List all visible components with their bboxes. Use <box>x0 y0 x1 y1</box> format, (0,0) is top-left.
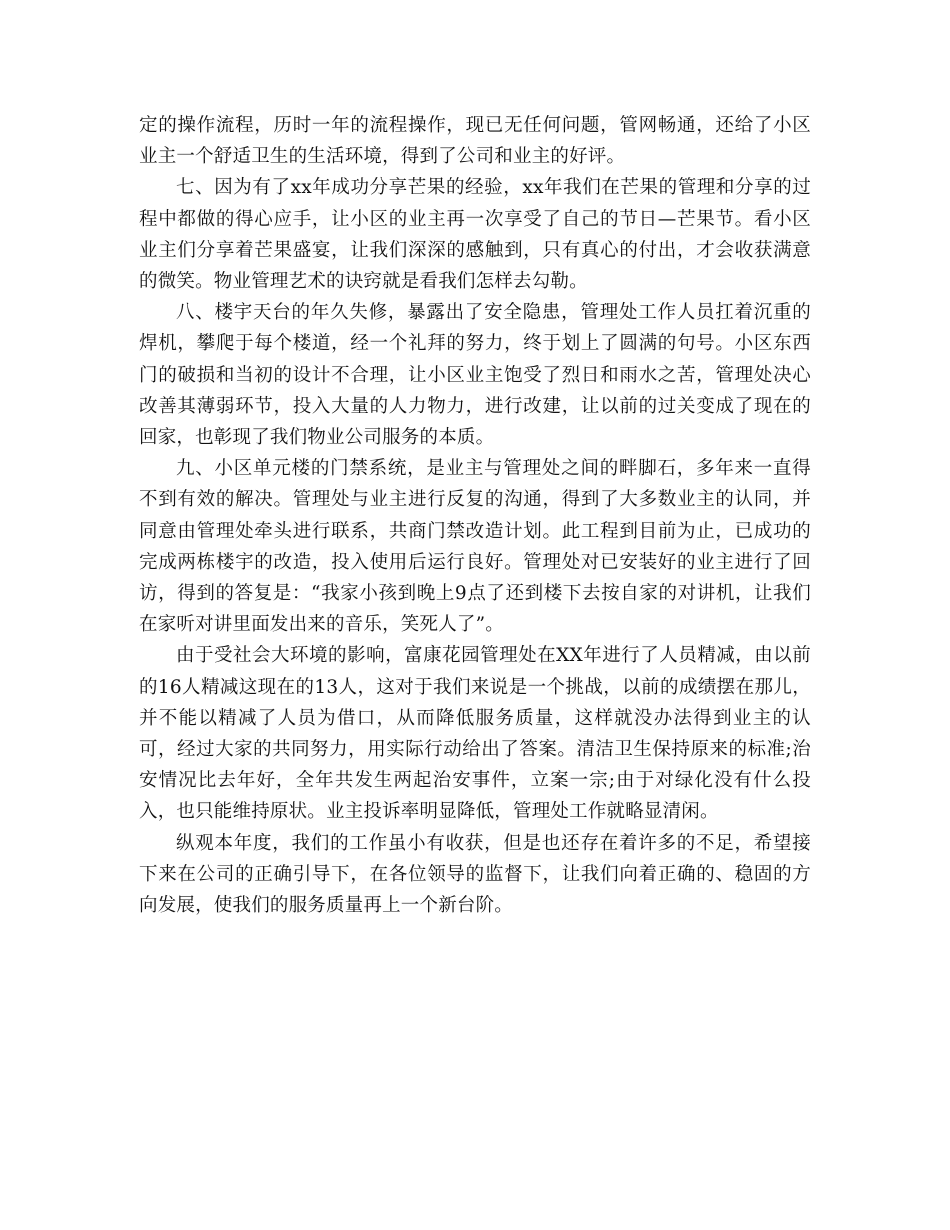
paragraph-staffing: 由于受社会大环境的影响，富康花园管理处在XX年进行了人员精减，由以前的16人精减这现在的13人，这对于我们来说是一个挑战，以前的成绩摆在那儿，并不能以精减了人员为借口，从而降低服务质量，这样就没办法得到业主的认可，经过大家的共同努力，用实际行动给出了答案。清洁卫生保持原来的标准;治安情况比去年好，全年共发生两起治安事件，立案一宗;由于对绿化没有什么投入，也只能维持原状。业主投诉率明显降低，管理处工作就略显清闲。 <box>139 645 811 823</box>
document-page <box>139 110 811 921</box>
paragraph-item-eight: 八、楼宇天台的年久失修，暴露出了安全隐患，管理处工作人员扛着沉重的焊机，攀爬于每个楼道，经一个礼拜的努力，终于划上了圆满的句号。小区东西门的破损和当初的设计不合理，让小区业主饱受了烈日和雨水之苦，管理处决心改善其薄弱环节，投入大量的人力物力，进行改建，让以前的过关变成了现在的回家，也彰现了我们物业公司服务的本质。 <box>139 302 811 449</box>
paragraph-item-nine: 九、小区单元楼的门禁系统，是业主与管理处之间的畔脚石，多年来一直得不到有效的解决。管理处与业主进行反复的沟通，得到了大多数业主的认同，并同意由管理处牵头进行联系，共商门禁改造计划。此工程到目前为止，已成功的完成两栋楼宇的改造，投入使用后运行良好。管理处对已安装好的业主进行了回访，得到的答复是：“我家小孩到晚上9点了还到楼下去按自家的对讲机，让我们在家听对讲里面发出来的音乐，笑死人了”。 <box>139 458 811 636</box>
paragraph-item-seven: 七、因为有了xx年成功分享芒果的经验，xx年我们在芒果的管理和分享的过程中都做的得心应手，让小区的业主再一次享受了自己的节日—芒果节。看小区业主们分享着芒果盛宴，让我们深深的感触到，只有真心的付出，才会收获满意的微笑。物业管理艺术的诀窍就是看我们怎样去勾勒。 <box>139 177 811 293</box>
paragraph-conclusion: 纵观本年度，我们的工作虽小有收获，但是也还存在着许多的不足，希望接下来在公司的正确引导下，在各位领导的监督下，让我们向着正确的、稳固的方向发展，使我们的服务质量再上一个新台阶。 <box>139 832 811 917</box>
paragraph-continuation: 定的操作流程，历时一年的流程操作，现已无任何问题，管网畅通，还给了小区业主一个舒适卫生的生活环境，得到了公司和业主的好评。 <box>139 115 811 168</box>
